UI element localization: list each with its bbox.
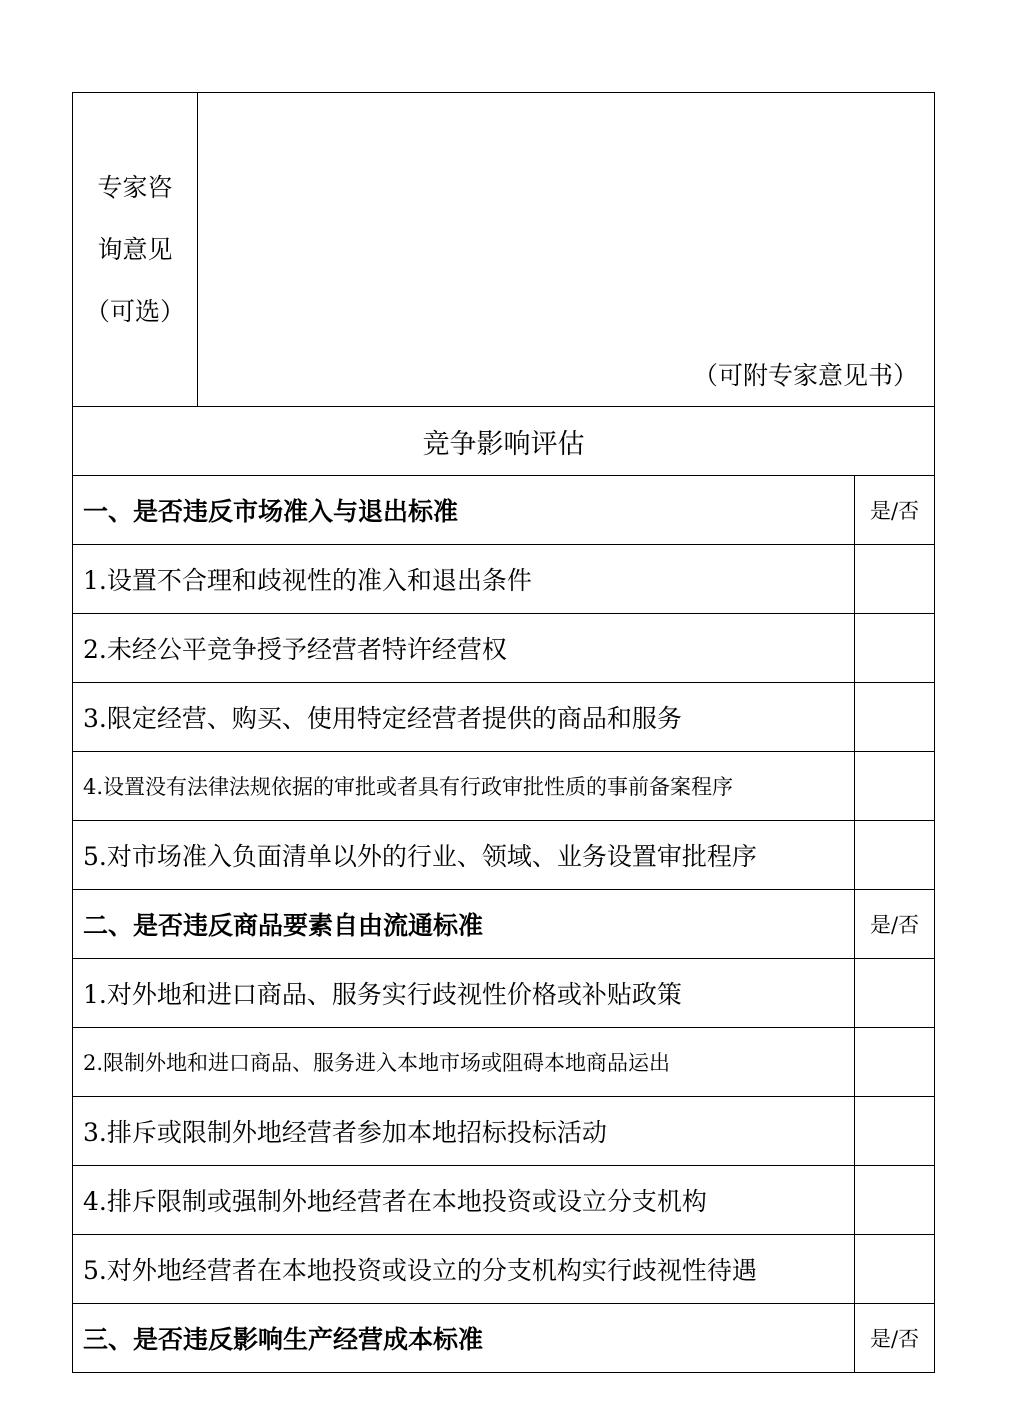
criterion-text: 4.设置没有法律法规依据的审批或者具有行政审批性质的事前备案程序 — [73, 752, 855, 821]
criterion-row — [73, 1235, 935, 1304]
group-heading-row — [73, 476, 935, 545]
criterion-text: 5.对外地经营者在本地投资或设立的分支机构实行歧视性待遇 — [73, 1235, 855, 1304]
criterion-row — [73, 752, 935, 821]
assessment-form — [72, 92, 934, 1373]
criterion-row — [73, 1097, 935, 1166]
criterion-row — [73, 683, 935, 752]
assessment-table — [72, 92, 935, 1373]
yes-no-cell[interactable] — [855, 545, 935, 614]
group-3-heading: 三、是否违反影响生产经营成本标准 — [73, 1304, 855, 1373]
group-1-heading: 一、是否违反市场准入与退出标准 — [73, 476, 855, 545]
yes-no-cell[interactable] — [855, 959, 935, 1028]
criterion-row — [73, 959, 935, 1028]
criterion-row — [73, 1166, 935, 1235]
expert-label-line-2: 询意见 — [97, 234, 173, 264]
yes-no-label: 是/否 — [855, 476, 935, 545]
section-title-row — [73, 407, 935, 476]
section-title: 竞争影响评估 — [73, 407, 935, 476]
criterion-text: 2.限制外地和进口商品、服务进入本地市场或阻碍本地商品运出 — [73, 1028, 855, 1097]
criterion-text: 3.排斥或限制外地经营者参加本地招标投标活动 — [73, 1097, 855, 1166]
criterion-text: 3.限定经营、购买、使用特定经营者提供的商品和服务 — [73, 683, 855, 752]
criterion-text: 1.设置不合理和歧视性的准入和退出条件 — [73, 545, 855, 614]
criterion-text: 1.对外地和进口商品、服务实行歧视性价格或补贴政策 — [73, 959, 855, 1028]
yes-no-cell[interactable] — [855, 1166, 935, 1235]
expert-opinion-note: （可附专家意见书） — [692, 361, 918, 390]
yes-no-cell[interactable] — [855, 1097, 935, 1166]
expert-opinion-field[interactable] — [198, 93, 935, 407]
criterion-row — [73, 821, 935, 890]
criterion-text: 2.未经公平竞争授予经营者特许经营权 — [73, 614, 855, 683]
yes-no-cell[interactable] — [855, 1235, 935, 1304]
expert-opinion-label — [73, 93, 198, 407]
criterion-row — [73, 1028, 935, 1097]
group-heading-row — [73, 1304, 935, 1373]
criterion-row — [73, 545, 935, 614]
yes-no-label: 是/否 — [855, 1304, 935, 1373]
criterion-text: 5.对市场准入负面清单以外的行业、领域、业务设置审批程序 — [73, 821, 855, 890]
yes-no-cell[interactable] — [855, 1028, 935, 1097]
yes-no-cell[interactable] — [855, 614, 935, 683]
criterion-text: 4.排斥限制或强制外地经营者在本地投资或设立分支机构 — [73, 1166, 855, 1235]
expert-opinion-row — [73, 93, 935, 407]
expert-label-line-1: 专家咨 — [97, 172, 173, 202]
yes-no-label: 是/否 — [855, 890, 935, 959]
yes-no-cell[interactable] — [855, 683, 935, 752]
group-2-heading: 二、是否违反商品要素自由流通标准 — [73, 890, 855, 959]
yes-no-cell[interactable] — [855, 821, 935, 890]
group-heading-row — [73, 890, 935, 959]
criterion-row — [73, 614, 935, 683]
expert-label-line-3: （可选） — [84, 296, 185, 326]
yes-no-cell[interactable] — [855, 752, 935, 821]
